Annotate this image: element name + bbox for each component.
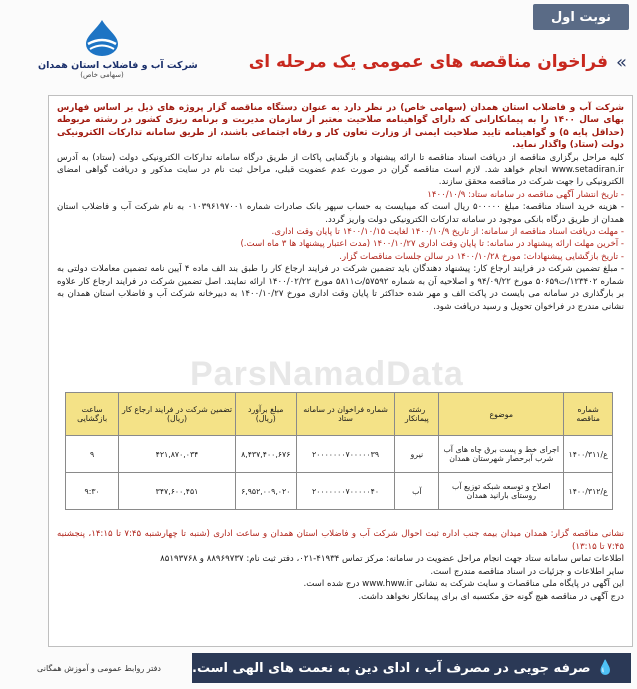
cell-opening-time: ۹ <box>66 436 119 473</box>
item-submission-deadline: - آخرین مهلت ارائه پیشنهاد در سامانه: تا پایان وقت اداری ۱۴۰۰/۱۰/۲۷ (مدت اعتبار پیشنهاد ها ۳ ماه است.) <box>240 239 624 250</box>
footer-public-relations: دفتر روابط عمومی و آموزش همگانی <box>37 663 161 673</box>
tender-table <box>65 392 613 510</box>
title-bar <box>190 44 629 80</box>
note-setad-contact: اطلاعات تماس سامانه ستاد جهت انجام مراحل عضویت در سامانه: مرکز تماس ۴۱۹۳۴-۰۲۱، دفتر ثبت نام: ۸۸۹۶۹۷۳۷ و ۸۵۱۹۳۷۶۸ <box>160 554 624 565</box>
logo-company-type: (سهامی خاص) <box>80 71 124 79</box>
item-document-deadline: - مهلت دریافت اسناد مناقصه از سامانه: از تاریخ ۱۴۰۰/۱۰/۹ لغایت ۱۴۰۰/۱۰/۱۵ تا پایان وقت اداری. <box>271 227 624 238</box>
cell-subject: اصلاح و توسعه شبکه توزیع آب روستای بارانید همدان <box>439 473 564 510</box>
col-setad-number: شماره فراخوان در سامانه ستاد <box>296 393 395 436</box>
col-contractor-field: رشته پیمانکار <box>395 393 439 436</box>
cell-estimate: ۶,۹۵۲,۰۰۹,۰۲۰ <box>235 473 296 510</box>
cell-setad-number: ۲۰۰۰۰۰۰۰۷۰۰۰۰۰۴۰ <box>296 473 395 510</box>
logo-company-name: شرکت آب و فاضلاب استان همدان <box>38 60 198 71</box>
col-estimate: مبلغ برآورد (ریال) <box>235 393 296 436</box>
item-opening-date: - تاریخ بازگشایی پیشنهادات: مورخ ۱۴۰۰/۱۰/۲۸ در سالن جلسات مناقصات گزار. <box>339 251 624 262</box>
footer-slogan: صرفه جویی در مصرف آب ، ادای دین به نعمت های الهی است. <box>192 660 591 676</box>
cell-guarantee: ۳۴۷,۶۰۰,۴۵۱ <box>119 473 236 510</box>
col-tender-number: شماره مناقصه <box>564 393 613 436</box>
cell-opening-time: ۹:۳۰ <box>66 473 119 510</box>
cell-guarantee: ۴۲۱,۸۷۰,۰۳۴ <box>119 436 236 473</box>
notice-notes <box>57 528 624 604</box>
cell-contractor-field: آب <box>395 473 439 510</box>
cell-estimate: ۸,۴۳۷,۴۰۰,۶۷۶ <box>235 436 296 473</box>
note-published: این آگهی در پایگاه ملی مناقصات و سایت شرکت به نشانی www.hww.ir درج شده است. <box>303 579 624 590</box>
item-publish-date: - تاریخ انتشار آگهی مناقصه در سامانه ستاد: ۱۴۰۰/۱۰/۹ <box>427 189 624 200</box>
cell-contractor-field: نیرو <box>395 436 439 473</box>
first-round-badge: نوبت اول <box>533 4 629 30</box>
cell-setad-number: ۲۰۰۰۰۰۰۰۷۰۰۰۰۰۳۹ <box>296 436 395 473</box>
item-document-fee: - هزینه خرید اسناد مناقصه: مبلغ ۵۰۰۰۰۰ ریال است که میبایست به حساب سپهر بانک صادرات شماره ۰۱۰۳۹۶۱۹۷۰۰۱ به نام شرکت آب و فاضلاب استان همدان از طریق درگاه بانکی موجود در سامانه تدارکات الکترونیکی دولت واریز گردد. <box>57 202 625 225</box>
note-more-info: سایر اطلاعات و جزئیات در اسناد مناقصه مندرج است. <box>430 566 624 577</box>
footer <box>0 650 637 686</box>
water-drop-logo-icon <box>78 18 126 58</box>
table-row <box>66 473 613 510</box>
notice-body <box>57 102 624 313</box>
note-no-rights: درج آگهی در مناقصه هیچ گونه حق مکتسبه ای برای پیمانکار نخواهد داشت. <box>358 591 624 602</box>
page-title: فراخوان مناقصه های عمومی یک مرحله ای <box>248 52 608 72</box>
note-address: نشانی مناقصه گزار: همدان میدان بیمه جنب اداره ثبت احوال شرکت آب و فاضلاب استان همدان و ساعت اداری (شنبه تا چهارشنبه ۷:۴۵ تا ۱۴:۱۵، پنجشنبه ۷:۴۵ تا ۱۳:۱۵) <box>57 529 624 552</box>
company-logo <box>38 18 198 84</box>
col-opening-time: ساعت بازگشایی <box>66 393 119 436</box>
footer-slogan-bar <box>192 653 631 683</box>
intro-paragraph: شرکت آب و فاضلاب استان همدان (سهامی خاص) در نظر دارد به عنوان دستگاه مناقصه گزار پروژه های ذیل بر اساس فهارس بهای سال ۱۴۰۰ را به پیمانکارانی که دارای گواهینامه صلاحیت معتبر از سازمان مدیریت و برنامه ریزی کشور در رشته مربوطه (حداقل پایه ۵) و گواهینامه تایید صلاحیت ایمنی از وزارت تعاون کار و رفاه اجتماعی باشند، از طریق سامانه تدارکات الکترونیکی دولت (ستاد) واگذار نماید. <box>57 103 624 151</box>
cell-tender-number: ع/۱۴۰۰/۳۱۱ <box>564 436 613 473</box>
notice-frame <box>48 95 633 647</box>
col-subject: موضوع <box>439 393 564 436</box>
cell-tender-number: ع/۱۴۰۰/۳۱۲ <box>564 473 613 510</box>
table-header-row <box>66 393 613 436</box>
item-guarantee: - مبلغ تضمین شرکت در فرایند ارجاع کار: پیشنهاد دهندگان باید تضمین شرکت در فرایند ارجاع کار را طبق بند الف ماده ۴ آیین نامه تضمین معاملات دولتی به شماره ۱۲۳۴۰۲/ت۵۰۶۵۹ مورخ ۹۴/۰۹/۲۲ و اصلاحیه آن به شماره ۵۷۵۹۲/ت۵۸۱۱ مورخ ۱۴۰۰/۰۲/۲۲ ارائه نمایند. اصل تضمین شرکت در فرایند ارجاع کار علاوه بر بارگذاری در سامانه می بایست در پاکت الف و مهر شده حداکثر تا پایان وقت اداری مورخ ۱۴۰۰/۱۰/۲۷ به دبیرخانه شرکت آب و فاضلاب استان همدان به نشانی مندرج در فراخوان تحویل و رسید دریافت شود. <box>57 264 624 312</box>
table-row <box>66 436 613 473</box>
double-chevron-icon: « <box>615 51 623 73</box>
water-drop-icon: 💧 <box>596 660 615 676</box>
col-guarantee: تضمین شرکت در فرایند ارجاع کار (ریال) <box>119 393 236 436</box>
procedure-paragraph: کلیه مراحل برگزاری مناقصه از دریافت اسناد مناقصه تا ارائه پیشنهاد و بازگشایی پاکات از طریق درگاه سامانه تدارکات الکترونیکی دولت (ستاد) به آدرس www.setadiran.ir انجام خواهد شد. لازم است مناقصه گران در صورت عدم عضویت قبلی، مراحل ثبت نام در سایت مذکور و دریافت گواهی امضای الکترونیکی را جهت شرکت در مناقصه محقق سازند. <box>57 152 624 188</box>
cell-subject: اجرای خط و پست برق چاه های آب شرب آبرحصار شهرستان همدان <box>439 436 564 473</box>
